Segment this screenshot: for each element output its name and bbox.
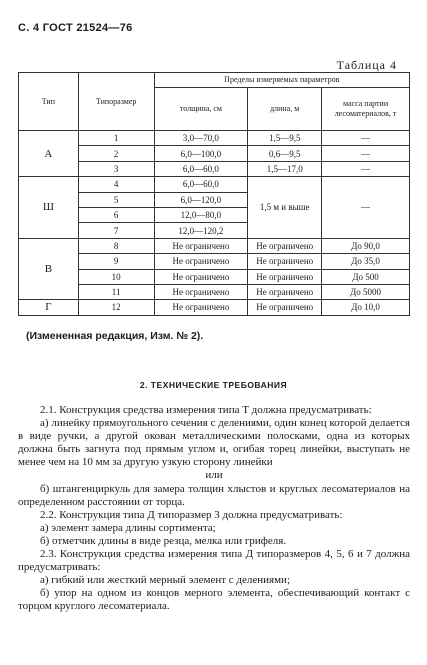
thickness-cell: Не ограничено	[154, 300, 248, 315]
mass-cell: До 5000	[322, 284, 410, 299]
mass-cell: —	[322, 177, 410, 239]
length-cell: Не ограничено	[248, 238, 322, 253]
mass-cell: До 10,0	[322, 300, 410, 315]
type-cell: Ш	[19, 177, 79, 239]
col-header-type: Тип	[19, 73, 79, 131]
thickness-cell: Не ограничено	[154, 254, 248, 269]
table-caption: Таблица 4	[336, 58, 397, 72]
parameters-table	[18, 72, 410, 316]
type-cell: А	[19, 131, 79, 177]
mass-cell: —	[322, 161, 410, 176]
size-cell: 3	[78, 161, 154, 176]
mass-cell: До 500	[322, 269, 410, 284]
length-cell: 0,6—9,5	[248, 146, 322, 161]
edit-note: (Измененная редакция, Изм. № 2).	[26, 330, 204, 342]
paragraph: а) линейку прямоугольного сечения с делениями, один конец которой делается в виде ручки, а другой окован металлическими полосками, одна из которых должна быть загнута под прямым углом и, огибая торец линейки, выступать не менее чем на 10 мм за другую узкую сторону линейки	[18, 417, 410, 469]
size-cell: 4	[78, 177, 154, 192]
thickness-cell: 6,0—60,0	[154, 177, 248, 192]
length-cell: Не ограничено	[248, 254, 322, 269]
size-cell: 1	[78, 131, 154, 146]
col-header-size: Типоразмер	[78, 73, 154, 131]
table-row	[19, 131, 410, 146]
length-cell: Не ограничено	[248, 284, 322, 299]
size-cell: 10	[78, 269, 154, 284]
thickness-cell: Не ограничено	[154, 269, 248, 284]
mass-cell: —	[322, 131, 410, 146]
thickness-cell: 6,0—100,0	[154, 146, 248, 161]
col-header-thickness: толщина, см	[154, 88, 248, 131]
paragraph: или	[205, 469, 223, 482]
paragraph: а) гибкий или жесткий мерный элемент с делениями;	[40, 574, 290, 587]
page-header: С. 4 ГОСТ 21524—76	[18, 22, 133, 34]
paragraph: 2.1. Конструкция средства измерения типа Т должна предусматривать:	[40, 404, 372, 416]
length-cell: Не ограничено	[248, 300, 322, 315]
thickness-cell: 12,0—120,2	[154, 223, 248, 238]
mass-cell: До 35,0	[322, 254, 410, 269]
thickness-cell: 3,0—70,0	[154, 131, 248, 146]
section-title: 2. ТЕХНИЧЕСКИЕ ТРЕБОВАНИЯ	[139, 380, 288, 390]
size-cell: 11	[78, 284, 154, 299]
paragraph: 2.3. Конструкция средства измерения типа Д типоразмеров 4, 5, 6 и 7 должна предусматривать:	[18, 548, 410, 574]
body-text	[18, 404, 410, 614]
length-cell: Не ограничено	[248, 269, 322, 284]
size-cell: 7	[78, 223, 154, 238]
length-cell: 1,5—9,5	[248, 131, 322, 146]
length-cell: 1,5 м и выше	[248, 177, 322, 239]
type-cell: В	[19, 238, 79, 300]
type-cell: Г	[19, 300, 79, 315]
size-cell: 5	[78, 192, 154, 207]
paragraph: а) элемент замера длины сортимента;	[40, 521, 216, 534]
thickness-cell: 12,0—80,0	[154, 207, 248, 222]
thickness-cell: Не ограничено	[154, 284, 248, 299]
thickness-cell: 6,0—120,0	[154, 192, 248, 207]
paragraph: 2.2. Конструкция типа Д типоразмер 3 должна предусматривать:	[40, 508, 343, 521]
table-row	[19, 177, 410, 192]
paragraph: б) упор на одном из концов мерного элемента, обеспечивающий контакт с торцом круглого лесоматериала.	[18, 587, 410, 613]
size-cell: 8	[78, 238, 154, 253]
thickness-cell: 6,0—60,0	[154, 161, 248, 176]
size-cell: 6	[78, 207, 154, 222]
size-cell: 2	[78, 146, 154, 161]
col-header-mass: масса партии лесоматериалов, т	[322, 88, 410, 131]
mass-cell: До 90,0	[322, 238, 410, 253]
thickness-cell: Не ограничено	[154, 238, 248, 253]
size-cell: 12	[78, 300, 154, 315]
col-header-length: длина, м	[248, 88, 322, 131]
mass-cell: —	[322, 146, 410, 161]
table-row	[19, 300, 410, 315]
size-cell: 9	[78, 254, 154, 269]
table-row	[19, 238, 410, 253]
paragraph: б) штангенциркуль для замера толщин хлыстов и круглых лесоматериалов на определенном расстоянии от торца.	[18, 482, 410, 508]
col-header-group: Пределы измеряемых параметров	[154, 73, 409, 88]
paragraph: б) отметчик длины в виде резца, мелка или грифеля.	[40, 534, 287, 547]
length-cell: 1,5—17,0	[248, 161, 322, 176]
